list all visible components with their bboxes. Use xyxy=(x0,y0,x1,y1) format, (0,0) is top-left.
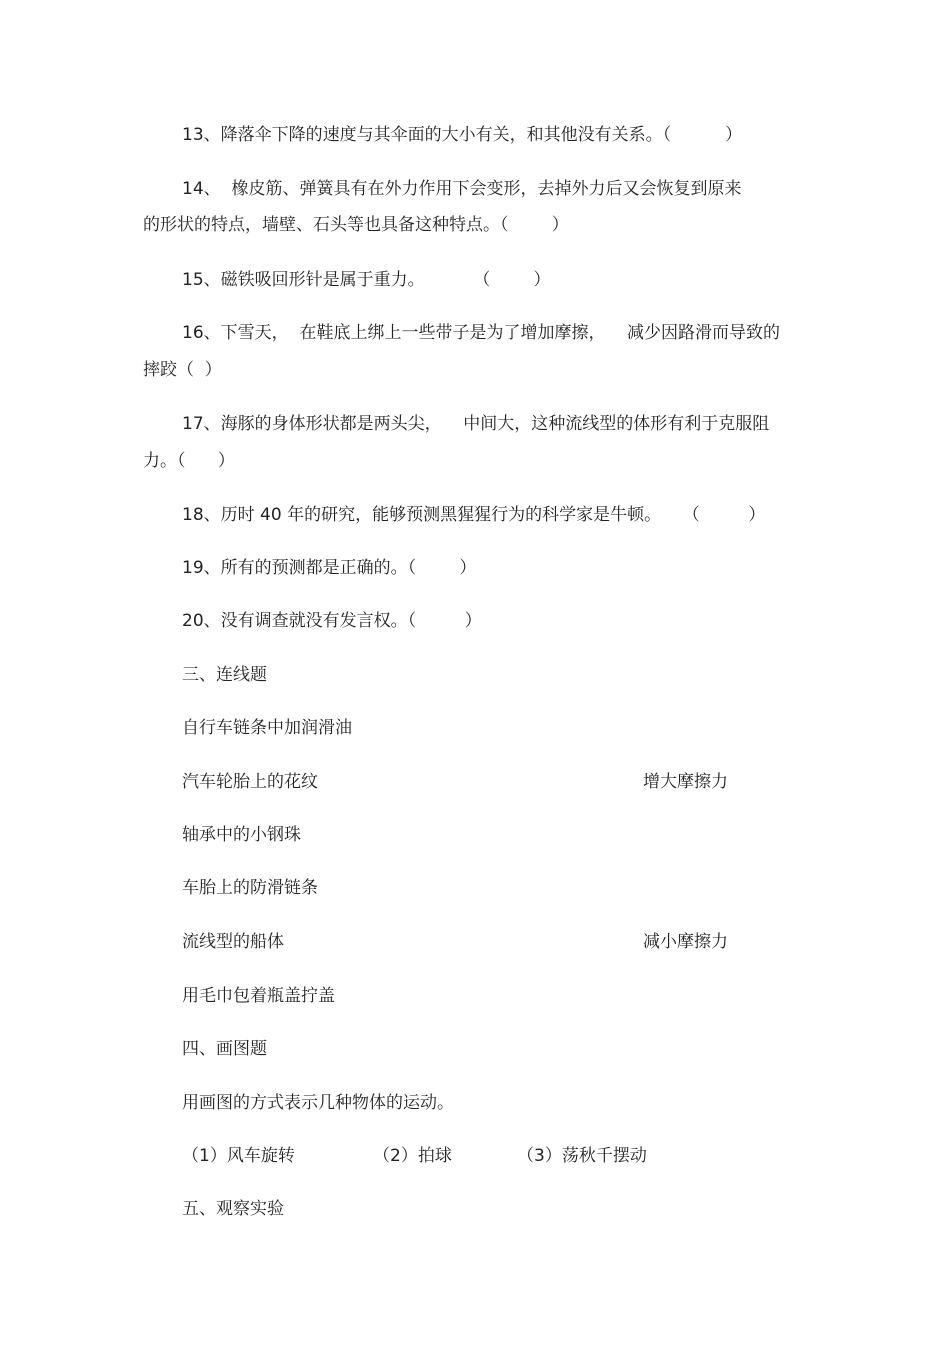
matching-left-item: 流线型的船体 xyxy=(182,932,284,952)
question-19: 19、所有的预测都是正确的。（ ） xyxy=(182,558,477,578)
question-17-line-2: 力。（ ） xyxy=(143,451,235,471)
question-15: 15、磁铁吸回形针是属于重力。 （ ） xyxy=(182,270,551,290)
section-5-title: 五、观察实验 xyxy=(182,1199,284,1219)
question-16-line-2: 摔跤（ ） xyxy=(143,360,222,380)
drawing-item: （2）拍球 xyxy=(373,1146,452,1166)
matching-left-item: 车胎上的防滑链条 xyxy=(182,878,318,898)
question-16-line-1: 16、下雪天， 在鞋底上绑上一些带子是为了增加摩擦， 减少因路滑而导致的 xyxy=(182,323,781,343)
matching-left-item: 轴承中的小钢珠 xyxy=(182,825,301,845)
section-3-title: 三、连线题 xyxy=(182,665,267,685)
question-13: 13、降落伞下降的速度与其伞面的大小有关，和其他没有关系。（ ） xyxy=(182,125,743,145)
section-4-instruction: 用画图的方式表示几种物体的运动。 xyxy=(182,1093,454,1113)
matching-left-item: 汽车轮胎上的花纹 xyxy=(182,772,318,792)
section-4-title: 四、画图题 xyxy=(182,1039,267,1059)
drawing-item: （1）风车旋转 xyxy=(182,1146,295,1166)
question-20: 20、没有调查就没有发言权。（ ） xyxy=(182,611,482,631)
question-18: 18、历时 40 年的研究，能够预测黑猩猩行为的科学家是牛顿。 （ ） xyxy=(182,505,766,525)
question-14-line-1: 14、 橡皮筋、弹簧具有在外力作用下会变形，去掉外力后又会恢复到原来 xyxy=(182,179,742,199)
question-14-line-2: 的形状的特点，墙壁、石头等也具备这种特点。（ ） xyxy=(143,215,569,235)
matching-left-item: 用毛巾包着瓶盖拧盖 xyxy=(182,986,335,1006)
matching-right-item: 减小摩擦力 xyxy=(643,932,728,952)
matching-right-item: 增大摩擦力 xyxy=(643,772,728,792)
question-17-line-1: 17、海豚的身体形状都是两头尖， 中间大，这种流线型的体形有利于克服阻 xyxy=(182,414,770,434)
drawing-item: （3）荡秋千摆动 xyxy=(517,1146,647,1166)
matching-left-item: 自行车链条中加润滑油 xyxy=(182,718,352,738)
